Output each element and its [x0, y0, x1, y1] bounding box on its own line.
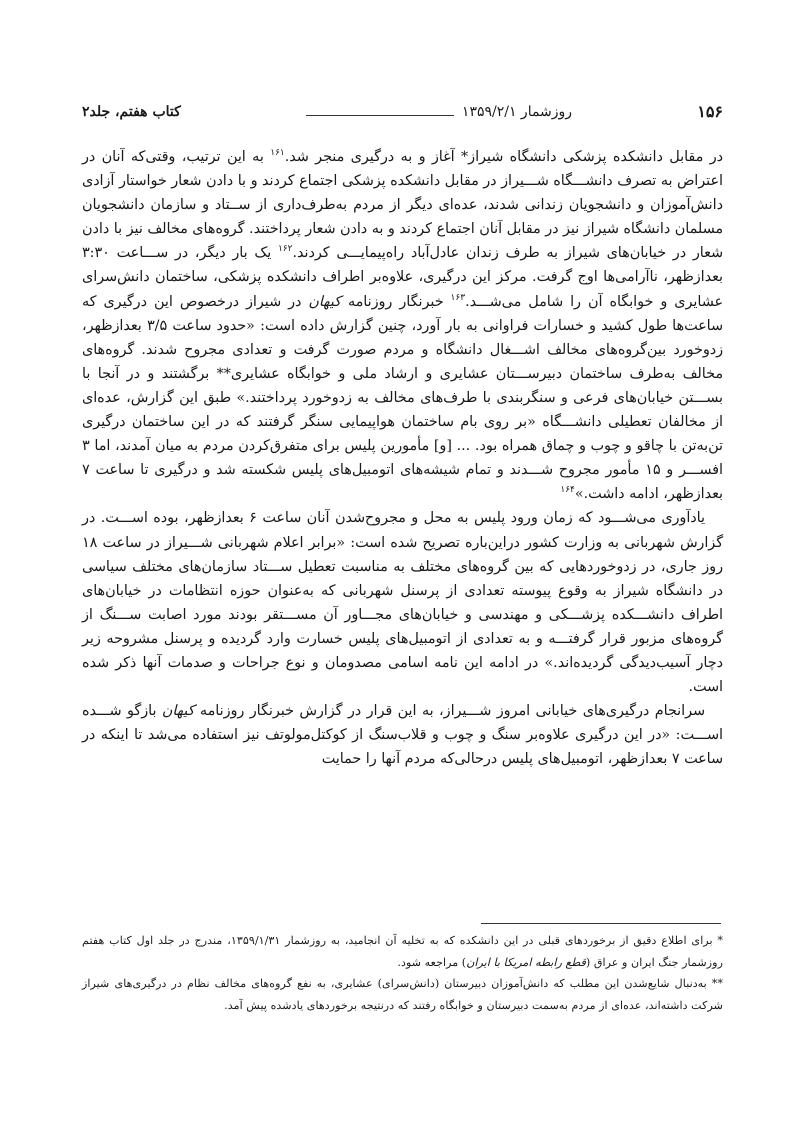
newspaper-name-kayhan-2: کیهان — [161, 703, 195, 720]
p3-text-2: بازگو شـــده اســـت: «در این درگیری علاوه‌بر سنگ و چوب و قلاب‌سنگ از کوکتل‌مولوتف نیز استفاده می‌شد تا اینکه در ساعت ۷ بعدازظهر، اتومبیل‌های پلیس درحالی‌که مردم آنها را حمایت — [82, 703, 723, 768]
fn1-book-title: قطع رابطه امریکا با ایران — [466, 955, 586, 969]
footnote-2: ** به‌دنبال شایع‌شدن این مطلب که دانش‌آموزان دبیرستان (دانش‌سرای) عشایری، به نفع گروه‌های مخالف نظام در درگیری‌های شیراز شرکت داشته‌اند، عده‌ای از مردم به‌سمت دبیرستان و خوابگاه رفتند که درنتیجه برخوردهای یادشده پیش آمد. — [82, 977, 723, 1012]
p1-text-3: یک بار دیگر، در ســـاعت ۳:۳۰ بعدازظهر، ناآرامی‌ها اوج گرفت. مرکز این درگیری، علاوه‌بر اطراف دانشکده پزشکی، ساختمان دانش‌سرای عشایری و خوابگاه آن را شامل می‌شـــد. — [82, 245, 723, 310]
paragraph-3 — [82, 699, 723, 771]
p3-text-1: سرانجام درگیری‌های خیابانی امروز شـــیراز، به این قرار در گزارش خبرنگار روزنامه — [194, 703, 705, 720]
endnote-ref-164: ۱۶۴ — [560, 485, 575, 496]
endnote-ref-162: ۱۶۲ — [277, 244, 293, 255]
endnote-ref-161: ۱۶۱ — [270, 148, 285, 159]
paragraph-1 — [82, 145, 723, 506]
footnote-separator — [481, 923, 721, 924]
book-title: کتاب هفتم، جلد۲ — [82, 104, 181, 120]
running-title — [306, 102, 572, 122]
fn1-text-2: ) مراجعه شود. — [397, 955, 467, 969]
endnote-ref-163: ۱۶۳ — [450, 292, 466, 303]
p1-text-2: به این ترتیب، وقتی‌که آنان در اعتراض به تصرف دانشـــگاه شـــیراز در مقابل دانشکده پزشکی اجتماع کردند و با دادن شعار خواستار آزادی دانش‌آموزان و دانشجویان زندانی شدند، عده‌ای دیگر از مردم به‌طرف‌داری از ســتاد و سازمان دانشجویان مسلمان دانشگاه شیراز نیز در مقابل آنان اجتماع کردند و به دادن شعار پرداختند. گروه‌های مخالف نیز با دادن شعار در خیابان‌های شیراز به طرف زندان عادل‌آباد راه‌پیمایـــی کردند. — [82, 149, 723, 262]
p1-text-1: در مقابل دانشکده پزشکی دانشگاه شیراز* آغاز و به درگیری منجر شد. — [284, 149, 723, 165]
paragraph-2: یادآوری می‌شـــود که زمان ورود پلیس به محل و مجروح‌شدن آنان ساعت ۶ بعدازظهر، بوده اســـت. در گزارش شهربانی به وزارت کشور دراین‌باره تصریح شده است: «برابر اعلام شهربانی شـــیراز در ساعت ۱۸ روز جاری، در زدوخوردهایی که بین گروه‌های مختلف به مناسبت تعطیل ســـتاد سازمان‌های مختلف سیاسی در دانشگاه شیراز به وقوع پیوسته تعدادی از پرسنل شهربانی که به‌عنوان حوزه انتظامات در خیابان‌های اطراف دانشـــکده پزشـــکی و مهندسی و خیابان‌های مجـــاور آن مســـتقر بودند مورد اصابت ســـنگ از گروه‌های مزبور قرار گرفتـــه و به تعدادی از اتومبیل‌های پلیس خسارت وارد گردیده و پرسنل مشروحه زیر دچار آسیب‌دیدگی گردیده‌اند.» در ادامه این نامه اسامی مصدومان و نوع جراحات و صدمات آنها ذکر شده است. — [82, 510, 723, 696]
fn1-text-1: * برای اطلاع دقیق از برخوردهای قبلی در این دانشکده که به تخلیه آن انجامید، به روزشمار ۱۳۵۹/۱/۳۱، مندرج در جلد اول کتاب هفتم روزشمار جنگ ایران و عراق ( — [82, 934, 723, 969]
running-title-text: روزشمار ۱۳۵۹/۲/۱ — [461, 104, 573, 120]
newspaper-name-kayhan: کیهان — [308, 293, 341, 310]
footnote-1 — [82, 930, 723, 973]
footnotes — [82, 930, 723, 1016]
page-header — [82, 92, 723, 122]
body-text — [82, 145, 723, 771]
p1-text-5: در شیراز درخصوص این درگیری که ساعت‌ها طول کشید و خسارات فراوانی به بار آورد، چنین گزارش داده است: «حدود ساعت ۳/۵ بعدازظهر، زدوخورد بین‌گروه‌های مخالف اشـــغال دانشگاه و مردم صورت گرفت و تعدادی مجروح شدند. گروه‌های مخالف به‌طرف ساختمان دبیرســـتان عشایری و ارشاد ملی و خوابگاه عشایری** برگشتند و در آنجا با بســـتن خیابان‌های فرعی و سنگربندی با طرف‌های مخالف به زدوخورد پرداختند.» طبق این گزارش، عده‌ای از مخالفان تعطیلی دانشـــگاه «بر روی بام ساختمان هواپیمایی سنگر گرفتند که در این ساختمان درگیری تن‌به‌تن با چاقو و چوب و چماق همراه بود. ... [و] مأمورین پلیس برای متفرق‌کردن مردم به میان آمدند، اما ۳ افســـر و ۱۵ مأمور مجروح شـــدند و تمام شیشه‌های اتومبیل‌های پلیس شکسته شد و درگیری تا ساعت ۷ بعدازظهر، ادامه داشت.» — [82, 293, 723, 503]
p1-text-4: خبرنگار روزنامه — [340, 293, 451, 310]
header-rule — [306, 115, 454, 116]
page-number: ۱۵۶ — [697, 102, 723, 121]
